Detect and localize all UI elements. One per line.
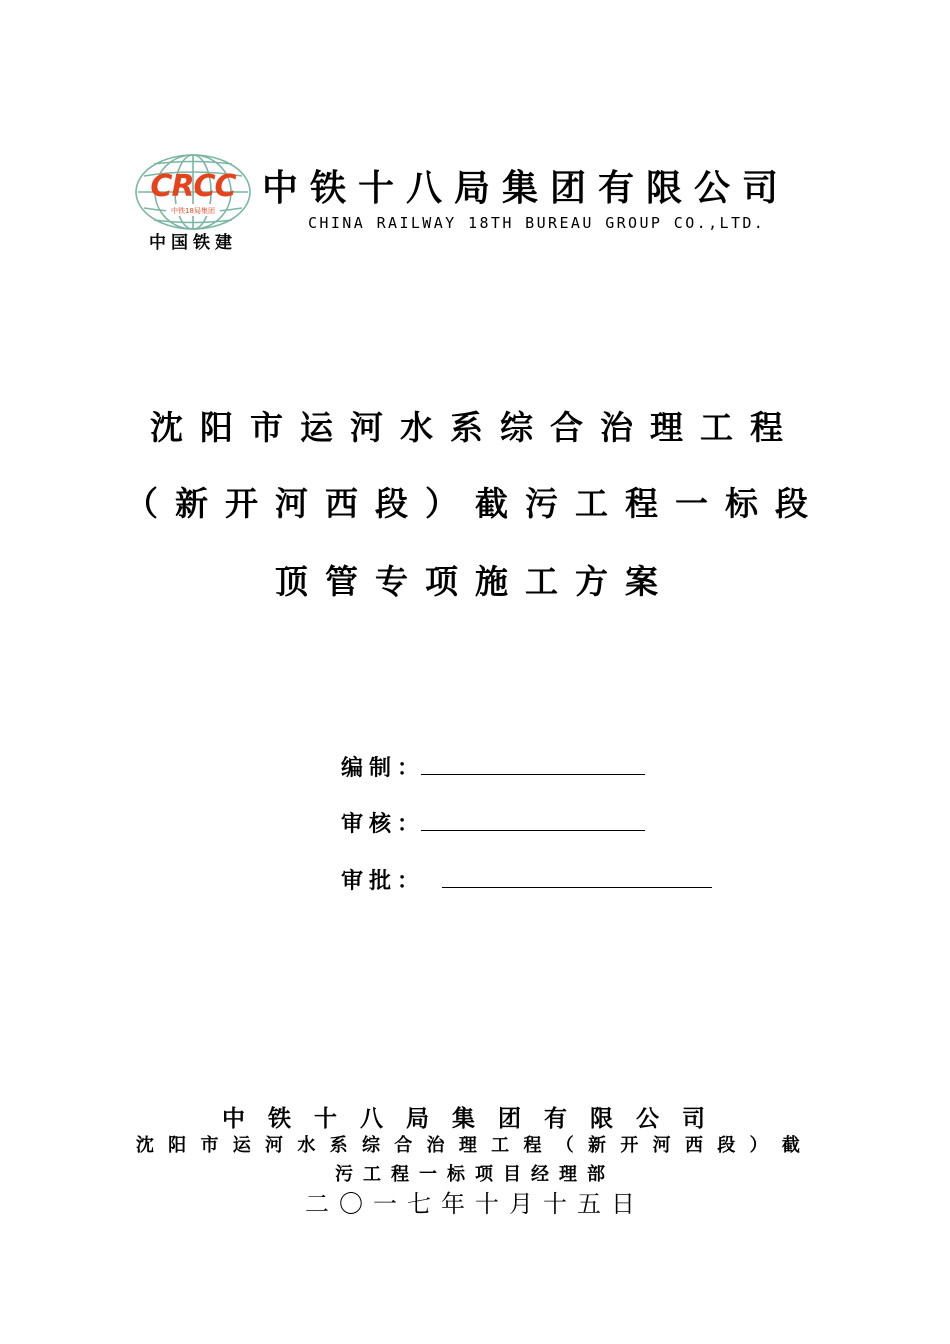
footer-date: 二〇一七年十月十五日 (305, 1190, 645, 1218)
crcc-logo (130, 150, 256, 254)
approve-label: 审批： (341, 869, 426, 894)
logo-emblem-text: CRCC (150, 169, 236, 204)
compile-signature-line (421, 774, 645, 775)
company-name-cn: 中铁十八局集团有限公司 (262, 168, 791, 209)
compile-label: 编制： (341, 756, 426, 781)
logo-banner-text: 中铁18局集团 (171, 207, 215, 215)
document-title-line-2: （新开河西段）截污工程一标段 (125, 484, 825, 523)
globe-emblem-icon (130, 150, 256, 254)
company-name-en: CHINA RAILWAY 18TH BUREAU GROUP CO.,LTD. (308, 214, 766, 232)
footer-project-line-2: 污工程一标项目经理部 (335, 1164, 615, 1185)
logo-caption: 中国铁建 (149, 233, 237, 253)
review-label: 审核： (341, 812, 426, 837)
document-title-line-1: 沈阳市运河水系综合治理工程 (150, 408, 800, 447)
review-signature-line (421, 830, 645, 831)
approve-signature-line (442, 887, 712, 888)
document-title-line-3: 顶管专项施工方案 (275, 562, 675, 601)
footer-project-line-1: 沈阳市运河水系综合治理工程（新开河西段）截 (135, 1135, 815, 1156)
footer-company: 中铁十八局集团有限公司 (222, 1106, 728, 1132)
